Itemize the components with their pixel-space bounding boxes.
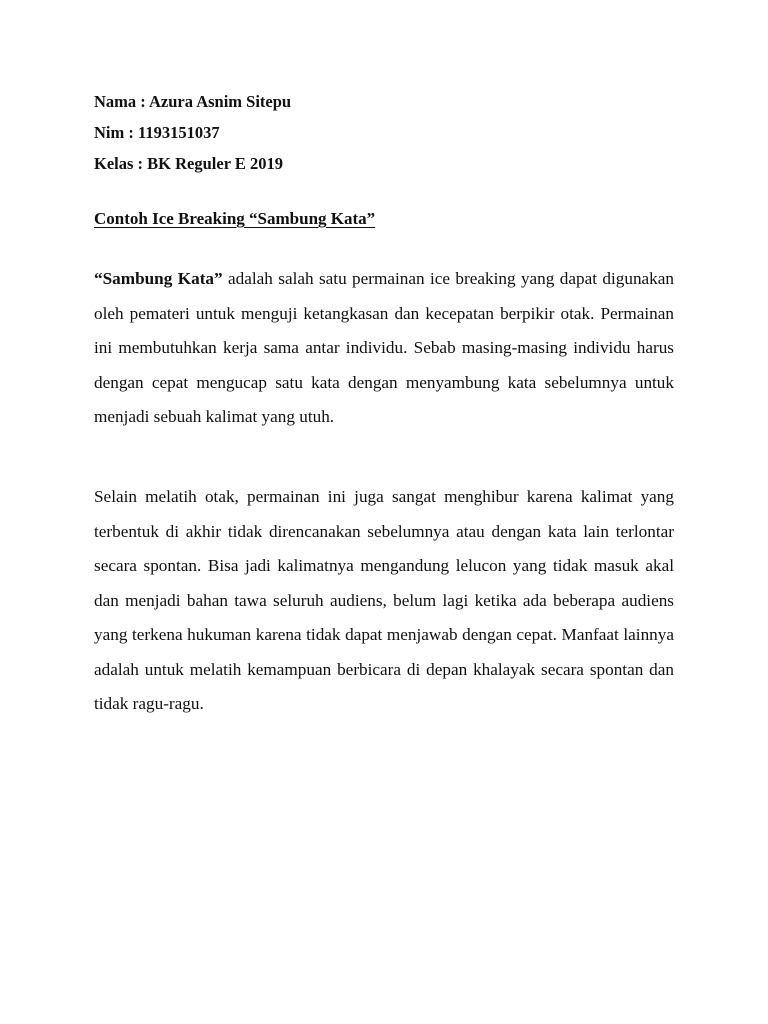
paragraph-lead-term: “Sambung Kata” [94,269,223,288]
paragraph-benefits [94,480,674,722]
document-title: Contoh Ice Breaking “Sambung Kata” [94,209,376,228]
paragraph-intro [94,262,674,435]
student-nim: Nim : 1193151037 [94,123,220,142]
paragraph-benefits-text: Selain melatih otak, permainan ini juga sangat menghibur karena kalimat yang terbentuk di akhir tidak direncanakan sebelumnya atau dengan kata lain terlontar secara spontan. Bisa jadi kalimatnya mengandung lelucon yang tidak masuk akal dan menjadi bahan tawa seluruh audiens, belum lagi ketika ada beberapa audiens yang terkena hukuman karena tidak dapat menjawab dengan cepat. Manfaat lainnya adalah untuk melatih kemampuan berbicara di depan khalayak secara spontan dan tidak ragu-ragu. [94,487,674,713]
student-class: Kelas : BK Reguler E 2019 [94,154,283,173]
paragraph-intro-text: adalah salah satu permainan ice breaking yang dapat digunakan oleh pemateri untuk menguji ketangkasan dan kecepatan berpikir otak. Permainan ini membutuhkan kerja sama antar individu. Sebab masing-masing individu harus dengan cepat mengucap satu kata dengan menyambung kata sebelumnya untuk menjadi sebuah kalimat yang utuh. [94,269,674,426]
student-name: Nama : Azura Asnim Sitepu [94,92,292,111]
student-info-block [94,86,694,179]
